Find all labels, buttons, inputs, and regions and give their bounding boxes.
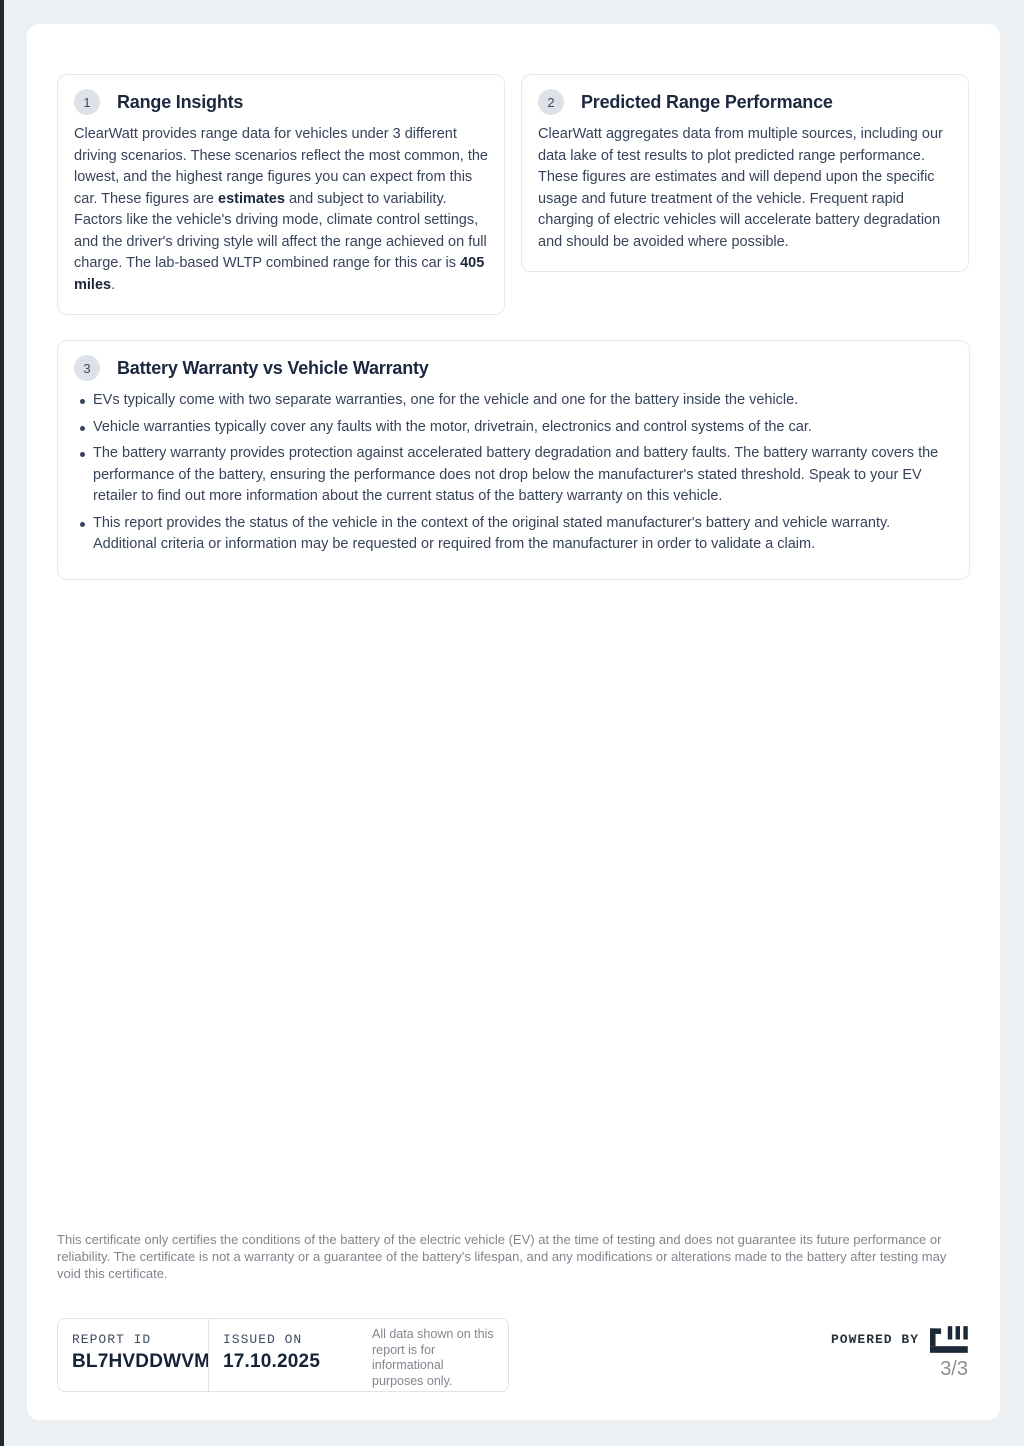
card-predicted-range-performance <box>521 74 969 272</box>
body-segment: . <box>111 276 116 293</box>
warranty-bullet-list <box>74 390 953 556</box>
card-title: Battery Warranty vs Vehicle Warranty <box>117 357 429 378</box>
card-body-text: ClearWatt aggregates data from multiple sources, including our data lake of test results to plot predicted range performance. These figures are estimates and will depend upon the specific usage and future treatment of the vehicle. Frequent rapid charging of electric vehicles will accelerate battery degradation and should be avoided where possible. <box>538 126 943 250</box>
powered-by-block <box>831 1318 970 1381</box>
body-segment-bold: 405 miles <box>74 255 485 293</box>
issued-on-cell <box>208 1319 360 1391</box>
issued-on-value: 17.10.2025 <box>223 1351 321 1372</box>
empty-space <box>57 580 970 1232</box>
body-segment-bold: estimates <box>218 190 285 207</box>
card-number-badge <box>538 89 564 115</box>
card-number-badge <box>74 355 100 381</box>
card-title: Range Insights <box>117 91 244 112</box>
bullet-item: Vehicle warranties typically cover any faults with the motor, drivetrain, electronics and control systems of the car. <box>74 417 953 439</box>
body-segment: ClearWatt provides range data for vehicles under 3 different driving scenarios. These scenarios reflect the most common, the lowest, and the highest range figures you can expect from this car. These figures are <box>74 126 488 207</box>
bullet-item: The battery warranty provides protection against accelerated battery degradation and battery faults. The battery warranty covers the performance of the battery, ensuring the performance does not drop below the manufacturer's stated threshold. Speak to your EV retailer to find out more information about the current status of the battery warranty on this vehicle. <box>74 443 953 508</box>
page-indicator: 3/3 <box>940 1358 968 1380</box>
issued-on-label: ISSUED ON <box>223 1332 303 1347</box>
card-range-insights <box>57 74 505 315</box>
card-battery-warranty-vs-vehicle-warranty <box>57 340 970 580</box>
card-header <box>74 355 953 381</box>
certificate-disclaimer: This certificate only certifies the conditions of the battery of the electric vehicle (EV) at the time of testing and does not guarantee its future performance or reliability. The certificate is not a warranty or a guarantee of the battery's lifespan, and any modifications or alterations made to the battery after testing may void this certificate. <box>57 1232 947 1281</box>
card-header <box>538 89 952 115</box>
left-edge-strip <box>0 0 4 1446</box>
clearwatt-logo-icon <box>930 1326 970 1353</box>
report-id-label: REPORT ID <box>72 1332 152 1347</box>
bullet-item: This report provides the status of the vehicle in the context of the original stated manufacturer's battery and vehicle warranty. Additional criteria or information may be requested or required from the manufacturer in order to validate a claim. <box>74 513 953 556</box>
informational-note: All data shown on this report is for informational purposes only. <box>372 1327 494 1388</box>
report-page <box>27 24 1000 1420</box>
body-segment: and subject to variability. Factors like the vehicle's driving mode, climate control settings, and the driver's driving style will affect the range achieved on full charge. The lab-based WLTP combined range for this car is <box>74 190 487 271</box>
powered-by-label: POWERED BY <box>830 1332 919 1347</box>
report-id-value: BL7HVDDWVM <box>72 1351 211 1372</box>
report-meta-box <box>57 1318 509 1392</box>
card-number: 3 <box>83 360 91 376</box>
card-number-badge <box>74 89 100 115</box>
card-number: 2 <box>547 94 555 110</box>
report-id-cell <box>58 1319 211 1391</box>
card-header <box>74 89 488 115</box>
footer-row <box>57 1318 970 1392</box>
top-cards-row <box>57 74 970 315</box>
powered-by-row <box>831 1326 970 1353</box>
card-body-text <box>74 124 488 296</box>
card-number: 1 <box>83 94 91 110</box>
bullet-item: EVs typically come with two separate warranties, one for the vehicle and one for the battery inside the vehicle. <box>74 390 953 412</box>
card-title: Predicted Range Performance <box>581 91 833 112</box>
